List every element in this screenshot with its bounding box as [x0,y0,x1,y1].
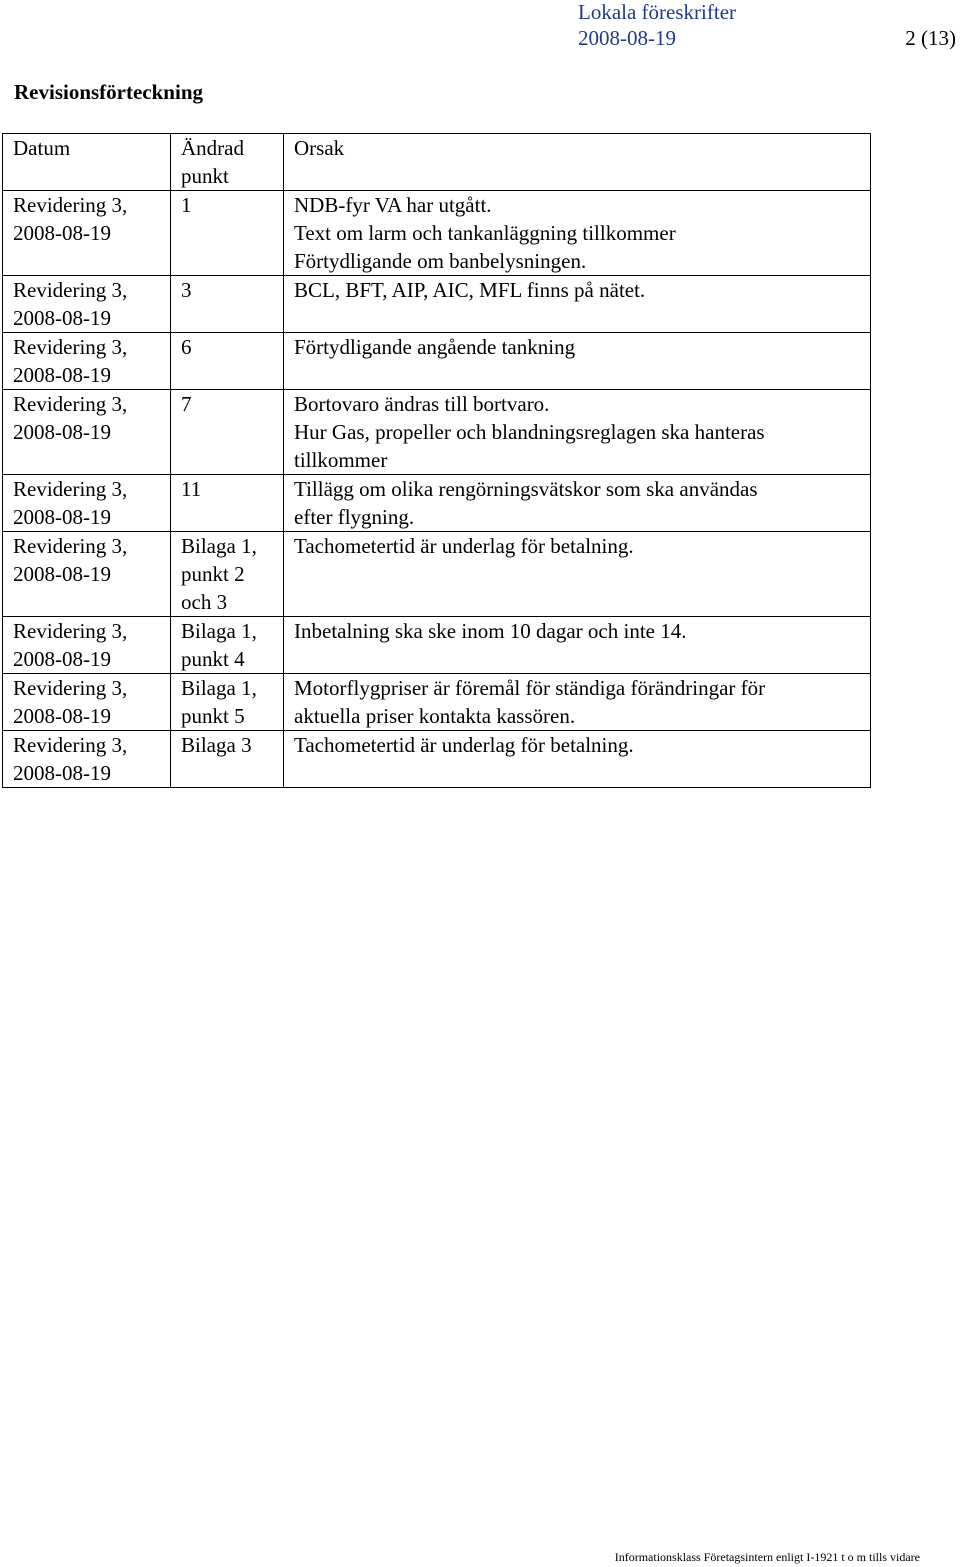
cell-punkt: 3 [171,276,284,333]
table-row [3,617,871,674]
table-header-row [3,134,871,191]
table-row [3,475,871,532]
cell-punkt: 11 [171,475,284,532]
table-row [3,276,871,333]
cell-datum: Revidering 3, 2008-08-19 [3,390,171,475]
cell-punkt: 6 [171,333,284,390]
cell-punkt: Bilaga 3 [171,731,284,788]
cell-punkt: Bilaga 1, punkt 4 [171,617,284,674]
cell-datum: Revidering 3, 2008-08-19 [3,674,171,731]
table-row [3,390,871,475]
table-row [3,532,871,617]
header-title: Lokala föreskrifter [578,0,737,24]
table-row [3,191,871,276]
cell-orsak: Tachometertid är underlag för betalning. [284,532,871,617]
cell-punkt: Bilaga 1, punkt 2 och 3 [171,532,284,617]
header-date: 2008-08-19 [578,26,676,50]
column-header-datum: Datum [3,134,171,191]
cell-orsak: BCL, BFT, AIP, AIC, MFL finns på nätet. [284,276,871,333]
revision-table [2,133,871,788]
cell-orsak: Förtydligande angående tankning [284,333,871,390]
section-heading: Revisionsförteckning [14,80,203,104]
cell-datum: Revidering 3, 2008-08-19 [3,276,171,333]
header-page-number: 2 (13) [905,26,956,50]
cell-punkt: 1 [171,191,284,276]
cell-datum: Revidering 3, 2008-08-19 [3,333,171,390]
table-row [3,674,871,731]
column-header-andrad-punkt: Ändrad punkt [171,134,284,191]
cell-orsak: Tachometertid är underlag för betalning. [284,731,871,788]
footer-classification-note: Informationsklass Företagsintern enligt I-1921 t o m tills vidare [614,1550,920,1564]
cell-punkt: Bilaga 1, punkt 5 [171,674,284,731]
cell-orsak: Inbetalning ska ske inom 10 dagar och inte 14. [284,617,871,674]
cell-datum: Revidering 3, 2008-08-19 [3,191,171,276]
cell-orsak: Tillägg om olika rengörningsvätskor som ska användas efter flygning. [284,475,871,532]
cell-datum: Revidering 3, 2008-08-19 [3,731,171,788]
table-row [3,731,871,788]
cell-datum: Revidering 3, 2008-08-19 [3,475,171,532]
cell-datum: Revidering 3, 2008-08-19 [3,617,171,674]
table-row [3,333,871,390]
cell-orsak: NDB-fyr VA har utgått. Text om larm och tankanläggning tillkommer Förtydligande om banbelysningen. [284,191,871,276]
cell-punkt: 7 [171,390,284,475]
column-header-orsak: Orsak [284,134,871,191]
cell-orsak: Bortovaro ändras till bortvaro. Hur Gas, propeller och blandningsreglagen ska hanteras tillkommer [284,390,871,475]
cell-datum: Revidering 3, 2008-08-19 [3,532,171,617]
cell-orsak: Motorflygpriser är föremål för ständiga förändringar för aktuella priser kontakta kassören. [284,674,871,731]
